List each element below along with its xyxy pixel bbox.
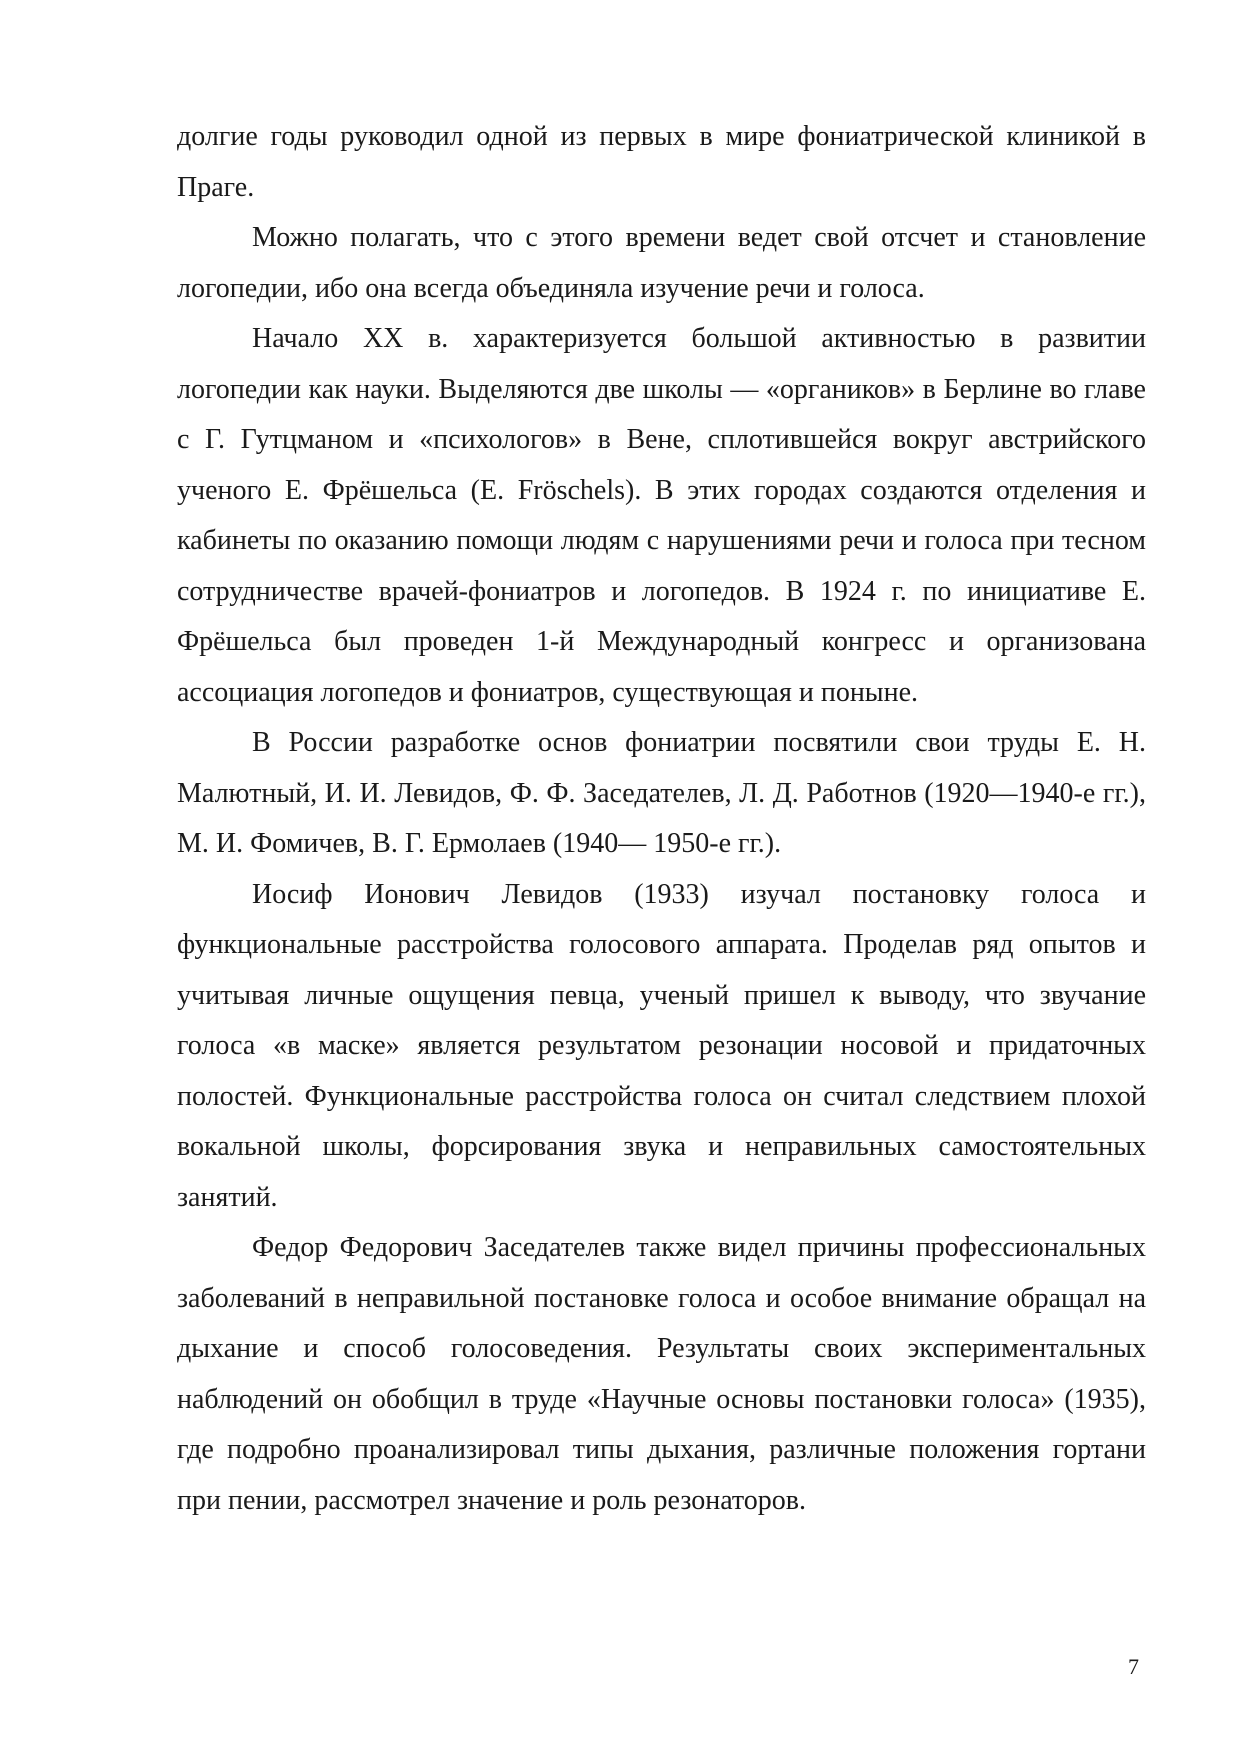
paragraph-russia-phoniatrics: В России разработке основ фониатрии посвятили свои труды Е. Н. Малютный, И. И. Левидов, Ф. Ф. Заседателев, Л. Д. Работнов (1920—1940-е гг.), М. И. Фомичев, В. Г. Ермолаев (1940— 1950-е гг.).: [177, 727, 1146, 859]
paragraph-logopedics-origin: Можно полагать, что с этого времени ведет свой отсчет и становление логопедии, ибо она всегда объединяла изучение речи и голоса.: [177, 222, 1146, 304]
paragraph-zasedatelev: Федор Федорович Заседателев также видел причины профессиональных заболеваний в неправильной постановке голоса и особое внимание обращал на дыхание и способ голосоведения. Результаты своих экспериментальных наблюдений он обобщил в труде «Научные основы постановки голоса» (1935), где подробно проанализировал типы дыхания, различные положения гортани при пении, рассмотрел значение и роль резонаторов.: [177, 1232, 1146, 1516]
body-text: [177, 112, 1146, 1526]
paragraph-continuation: долгие годы руководил одной из первых в мире фониатрической клиникой в Праге.: [177, 121, 1146, 203]
page-number: 7: [1128, 1654, 1139, 1679]
paragraph-early-20th-century: Начало XX в. характеризуется большой активностью в развитии логопедии как науки. Выделяются две школы — «органиков» в Берлине во главе с Г. Гутцманом и «психологов» в Вене, сплотившейся вокруг австрийского ученого Е. Фрёшельса (Е. Fröschels). В этих городах создаются отделения и кабинеты по оказанию помощи людям с нарушениями речи и голоса при тесном сотрудничестве врачей-фониатров и логопедов. В 1924 г. по инициативе Е. Фрёшельса был проведен 1-й Международный конгресс и организована ассоциация логопедов и фониатров, существующая и поныне.: [177, 323, 1146, 708]
paragraph-levidov: Иосиф Ионович Левидов (1933) изучал постановку голоса и функциональные расстройства голосового аппарата. Проделав ряд опытов и учитывая личные ощущения певца, ученый пришел к выводу, что звучание голоса «в маске» является результатом резонации носовой и придаточных полостей. Функциональные расстройства голоса он считал следствием плохой вокальной школы, форсирования звука и неправильных самостоятельных занятий.: [177, 878, 1146, 1213]
